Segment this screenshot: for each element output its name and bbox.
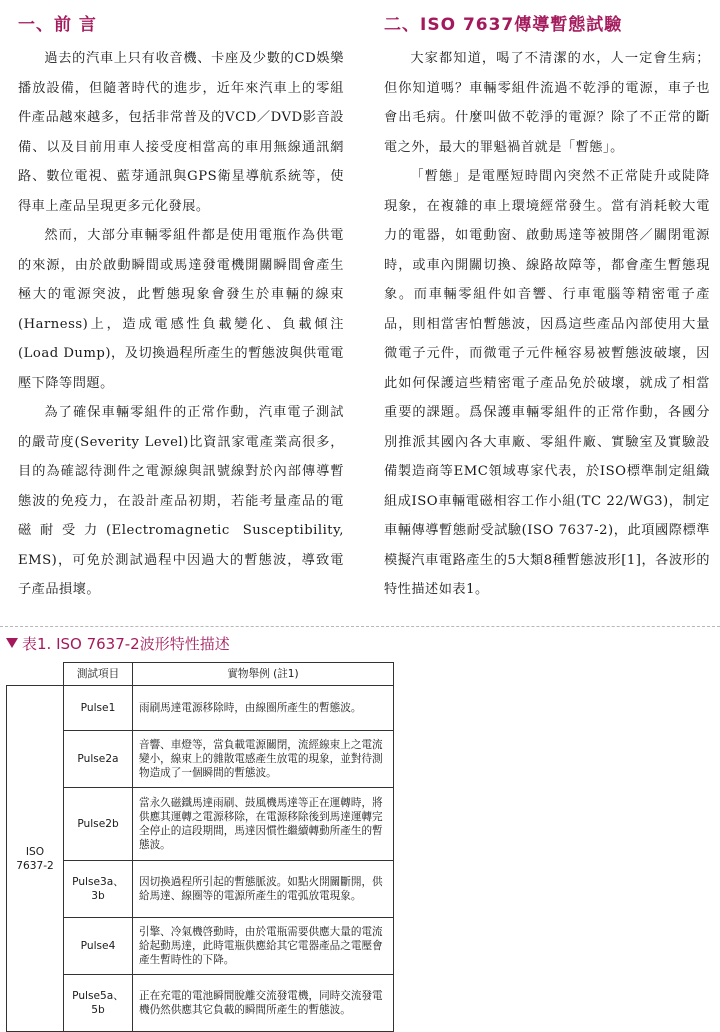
left-column: [18, 12, 344, 605]
paragraph: 過去的汽車上只有收音機、卡座及少數的CD娛樂播放設備，但隨著時代的進步，近年來汽車上的零組件產品越來越多，包括非常普及的VCD／DVD影音設備、以及目前用車人接受度相當高的車用無線通訊網路、數位電視、藍芽通訊與GPS衛星導航系統等，使得車上產品呈現更多元化發展。: [18, 51, 344, 214]
table-header-example: 實物舉例 (註1): [133, 663, 394, 686]
table-cell-example: 正在充電的電池瞬間脫離交流發電機，同時交流發電機仍然供應其它負載的瞬間所產生的暫態波。: [133, 975, 394, 1032]
triangle-down-icon: [6, 638, 18, 648]
table-cell-item: Pulse3a、3b: [64, 861, 133, 918]
section-heading-intro: 一、前 言: [18, 15, 97, 35]
paragraph: 為了確保車輛零組件的正常作動，汽車電子測試的嚴苛度(Severity Level)比資訊家電產業高很多，目的為確認待測件之電源線與訊號線對於內部傳導暫態波的免疫力，在設計產品初期，若能考量產品的電磁耐受力(Electromagnetic Susceptibility, EMS)，可免於測試過程中因過大的暫態波，導致電子產品損壞。: [18, 405, 344, 597]
table-row: [7, 686, 394, 731]
table-row: [7, 731, 394, 788]
table-cell-item: Pulse2a: [64, 731, 133, 788]
waveform-table: [6, 662, 394, 1032]
paragraph: 「暫態」是電壓短時間內突然不正常陡升或陡降現象，在複雜的車上環境經常發生。當有消耗較大電力的電器，如電動窗、啟動馬達等被開啓／關閉電源時，或車內開關切換、線路故障等，都會產生暫態現象。而車輛零組件如音響、行車電腦等精密電子產品，則相當害怕暫態波，因爲這些產品內部使用大量微電子元件，而微電子元件極容易被暫態波破壞，因此如何保護這些精密電子產品免於破壞，就成了相當重要的課題。爲保護車輛零組件的正常作動，各國分別推派其國內各大車廠、零組件廠、實驗室及實驗設備製造商等EMC領域專家代表，於ISO標準制定組織組成ISO車輛電磁相容工作小組(TC 22/WG3)，制定車輛傳導暫態耐受試驗(ISO 7637-2)，此項國際標準模擬汽車電路產生的5大類8種暫態波形[1]，各波形的特性描述如表1。: [384, 169, 710, 597]
table-cell-example: 引擎、冷氣機啓動時，由於電瓶需要供應大量的電流給起動馬達，此時電瓶供應給其它電器產品之電壓會產生暫時性的下降。: [133, 918, 394, 975]
table-corner-cell: [7, 663, 64, 686]
page-divider: [0, 626, 720, 627]
table-cell-item: Pulse2b: [64, 788, 133, 861]
table-row: [7, 788, 394, 861]
paragraph: 大家都知道，喝了不清潔的水，人一定會生病；但你知道嗎？車輛零組件流過不乾淨的電源，車子也會出毛病。什麼叫做不乾淨的電源？除了不正常的斷電之外，最大的罪魁禍首就是「暫態」。: [384, 51, 710, 155]
table-title: [6, 634, 230, 654]
table-title-text: 表1. ISO 7637-2波形特性描述: [22, 635, 230, 653]
table-cell-item: Pulse1: [64, 686, 133, 731]
table-header-item: 測試項目: [64, 663, 133, 686]
section-heading-iso7637: 二、ISO 7637傳導暫態試驗: [384, 15, 623, 35]
right-column: [384, 12, 710, 605]
table-header-row: [7, 663, 394, 686]
table-row: [7, 861, 394, 918]
paragraph: 然而，大部分車輛零組件都是使用電瓶作為供電的來源，由於啟動瞬間或馬達發電機開關瞬間會產生極大的電源突波，此暫態現象會發生於車輛的線束(Harness)上，造成電感性負載變化、負載傾注(Load Dump)，及切換過程所產生的暫態波與供電電壓下降等問題。: [18, 228, 344, 391]
table-cell-item: Pulse5a、5b: [64, 975, 133, 1032]
table-cell-example: 當永久磁鐵馬達雨刷、鼓風機馬達等正在運轉時，將供應其運轉之電源移除，在電源移除後到馬達運轉完全停止的這段期間，馬達因慣性繼續轉動所產生的暫態波。: [133, 788, 394, 861]
table-row: [7, 918, 394, 975]
table-row: [7, 975, 394, 1032]
table-cell-example: 音響、車燈等，當負載電源關閉，流經線束上之電流變小，線束上的雜散電感產生放電的現象，並對待測物造成了一個瞬間的暫態波。: [133, 731, 394, 788]
table-cell-example: 因切換過程所引起的暫態脈波。如點火開關斷開，供給馬達、線圈等的電源所產生的電弧放電現象。: [133, 861, 394, 918]
table-cell-example: 雨刷馬達電源移除時，由線圈所產生的暫態波。: [133, 686, 394, 731]
standard-cell: ISO 7637-2: [7, 686, 64, 1032]
table-cell-item: Pulse4: [64, 918, 133, 975]
